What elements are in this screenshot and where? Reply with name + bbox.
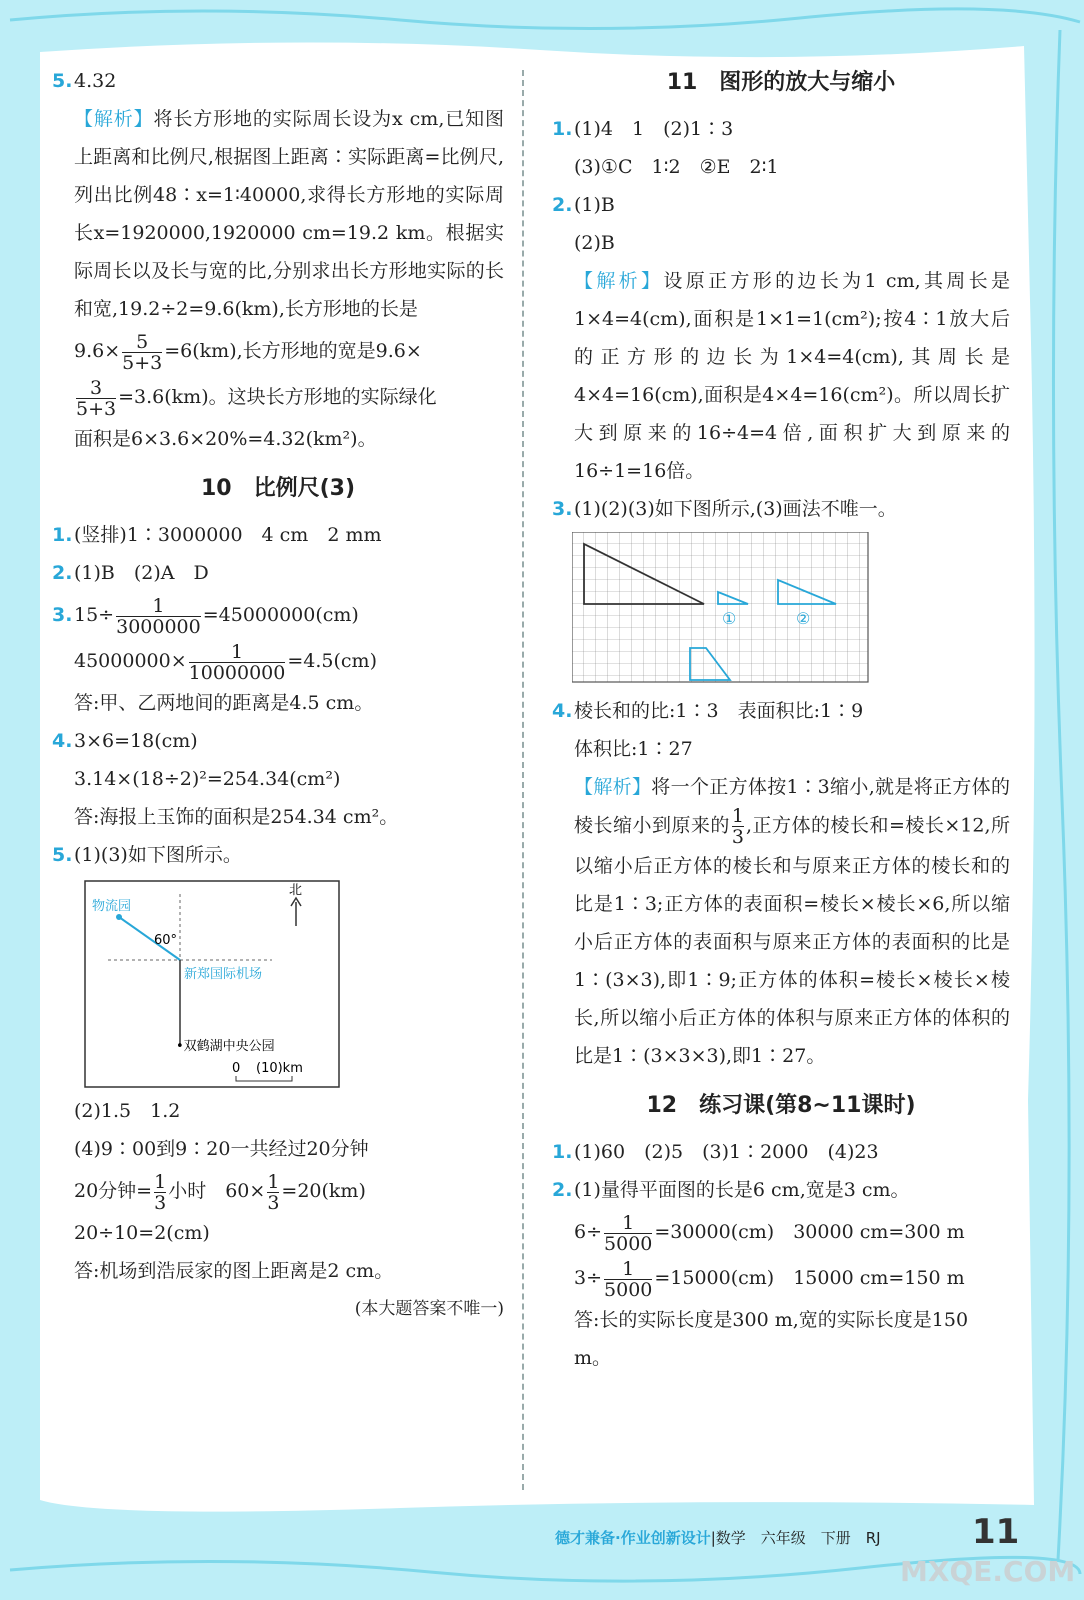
q5-fraction-line-2: $\frac{3}{5+3}$ =3.6(km)。这块长方形地的实际绿化 [76, 376, 437, 420]
s10-q4-line1: 4.3×6=18(cm) [52, 730, 198, 752]
s10-q5-calc: 20÷10=2(cm) [74, 1222, 210, 1244]
s10-q4-answer: 答:海报上玉饰的面积是254.34 cm²。 [74, 806, 399, 828]
s10-q1: 1.(竖排)1∶3000000 4 cm 2 mm [52, 524, 382, 546]
page-number: 11 [972, 1512, 1020, 1552]
angle-label: 60° [154, 933, 178, 948]
footer [555, 1527, 881, 1548]
s12-q2-line2: 6÷ $\frac{1}{5000}$ =30000(cm) 30000 cm=300 m [574, 1211, 965, 1255]
right-column [552, 62, 1010, 1377]
s10-q5-note: (本大题答案不唯一) [354, 1299, 504, 1319]
q5-answer: 5.4.32 [52, 70, 117, 92]
s10-q5-line4: (4)9∶00到9∶20一共经过20分钟 [74, 1138, 369, 1160]
wuliu-label: 物流园 [92, 899, 132, 914]
s11-q1-line2: (3)①C 1∶2 ②E 2∶1 [574, 156, 779, 178]
section-10-title: 10 比例尺(3) [200, 476, 356, 501]
circle-2-label: ② [796, 609, 811, 628]
s11-q4-explanation: 【解析】将一个正方体按1∶3缩小,就是将正方体的棱长缩小到原来的 $\frac{1}{3}$ ,正方体的棱长和=棱长×12,所以缩小后正方体的棱长和与原来正方体的棱长和的比是1∶3;正方体的表面积=棱长×棱长×6,所以缩小后正方体的表面积与原来正方体的表面积的比是1∶(3×3),即1∶9;正方体的体积=棱长×棱长×棱长,所以缩小后正方体的体积与原来正方体的体积的比是1∶(3×3×3),即1∶27。 [574, 776, 1010, 1067]
footer-brand: 德才兼备·作业创新设计 [555, 1529, 711, 1547]
s10-q4-line2: 3.14×(18÷2)²=254.34(cm²) [74, 768, 341, 790]
scale-label: (10)km [256, 1061, 303, 1076]
north-label: 北 [289, 883, 303, 898]
footer-subject: |数学 六年级 下册 RJ [710, 1529, 881, 1547]
park-label: •双鹤湖中央公园 [176, 1039, 275, 1054]
map-figure [84, 880, 384, 1088]
circle-1-label: ① [722, 609, 737, 628]
scale-zero: 0 [232, 1061, 241, 1076]
s11-q4-line1: 4.棱长和的比:1∶3 表面积比:1∶9 [552, 700, 864, 722]
airport-label: 新郑国际机场 [184, 967, 263, 982]
s12-q2-line1: 2.(1)量得平面图的长是6 cm,宽是3 cm。 [552, 1179, 910, 1201]
q5-explanation: 【解析】将长方形地的实际周长设为x cm,已知图上距离和比例尺,根据图上距离∶实际距离=比例尺,列出比例48∶x=1∶40000,求得长方形地的实际周长x=1920000,1920000 cm=19.2 km。根据实际周长以及长与宽的比,分别求出长方形地实际的长和宽,19.2÷2=9.6(km),长方形地的长是 [74, 108, 504, 320]
q5-fraction-line: 9.6× $\frac{5}{5+3}$ =6(km),长方形地的宽是9.6× [74, 330, 422, 374]
s10-q3-line1: 3.15÷ $\frac{1}{3000000}$ =45000000(cm) [52, 594, 359, 638]
s12-q2-answer: 答:长的实际长度是300 m,宽的实际长度是150 m。 [574, 1309, 969, 1369]
s12-q2-line3: 3÷ $\frac{1}{5000}$ =15000(cm) 15000 cm=150 m [574, 1257, 965, 1301]
grid-figure [572, 532, 872, 686]
s11-q4-line2: 体积比:1∶27 [574, 738, 693, 760]
s11-q2-line2: (2)B [574, 232, 615, 254]
watermark: MXQE.COM [900, 1555, 1076, 1588]
s10-q5-line2: (2)1.5 1.2 [74, 1100, 181, 1122]
s10-q5-fraction-line: 20分钟= $\frac{1}{3}$ 小时 60× $\frac{1}{3}$ =20(km) [74, 1170, 366, 1214]
s10-q5-answer: 答:机场到浩辰家的图上距离是2 cm。 [74, 1260, 394, 1282]
column-divider [522, 70, 524, 1490]
s10-q3-line2: 45000000× $\frac{1}{10000000}$ =4.5(cm) [74, 640, 377, 684]
s11-q2-line1: 2.(1)B [552, 194, 615, 216]
left-column [52, 62, 504, 1328]
section-12-title: 12 练习课(第8~11课时) [646, 1093, 916, 1118]
s11-q3: 3.(1)(2)(3)如下图所示,(3)画法不唯一。 [552, 498, 897, 520]
s10-q2: 2.(1)B (2)A D [52, 562, 209, 584]
s11-q1-line1: 1.(1)4 1 (2)1∶3 [552, 118, 734, 140]
s11-q2-explanation: 【解析】设原正方形的边长为1 cm,其周长是1×4=4(cm),面积是1×1=1(cm²);按4∶1放大后的正方形的边长为1×4=4(cm),其周长是4×4=16(cm),面积是4×4=16(cm²)。所以周长扩大到原来的16÷4=4倍,面积扩大到原来的16÷1=16倍。 [574, 270, 1010, 482]
s12-q1: 1.(1)60 (2)5 (3)1∶2000 (4)23 [552, 1141, 879, 1163]
q5-area-line: 面积是6×3.6×20%=4.32(km²)。 [74, 428, 377, 450]
s10-q3-answer: 答:甲、乙两地间的距离是4.5 cm。 [74, 692, 374, 714]
section-11-title: 11 图形的放大与缩小 [666, 70, 896, 95]
s10-q5: 5.(1)(3)如下图所示。 [52, 844, 242, 866]
